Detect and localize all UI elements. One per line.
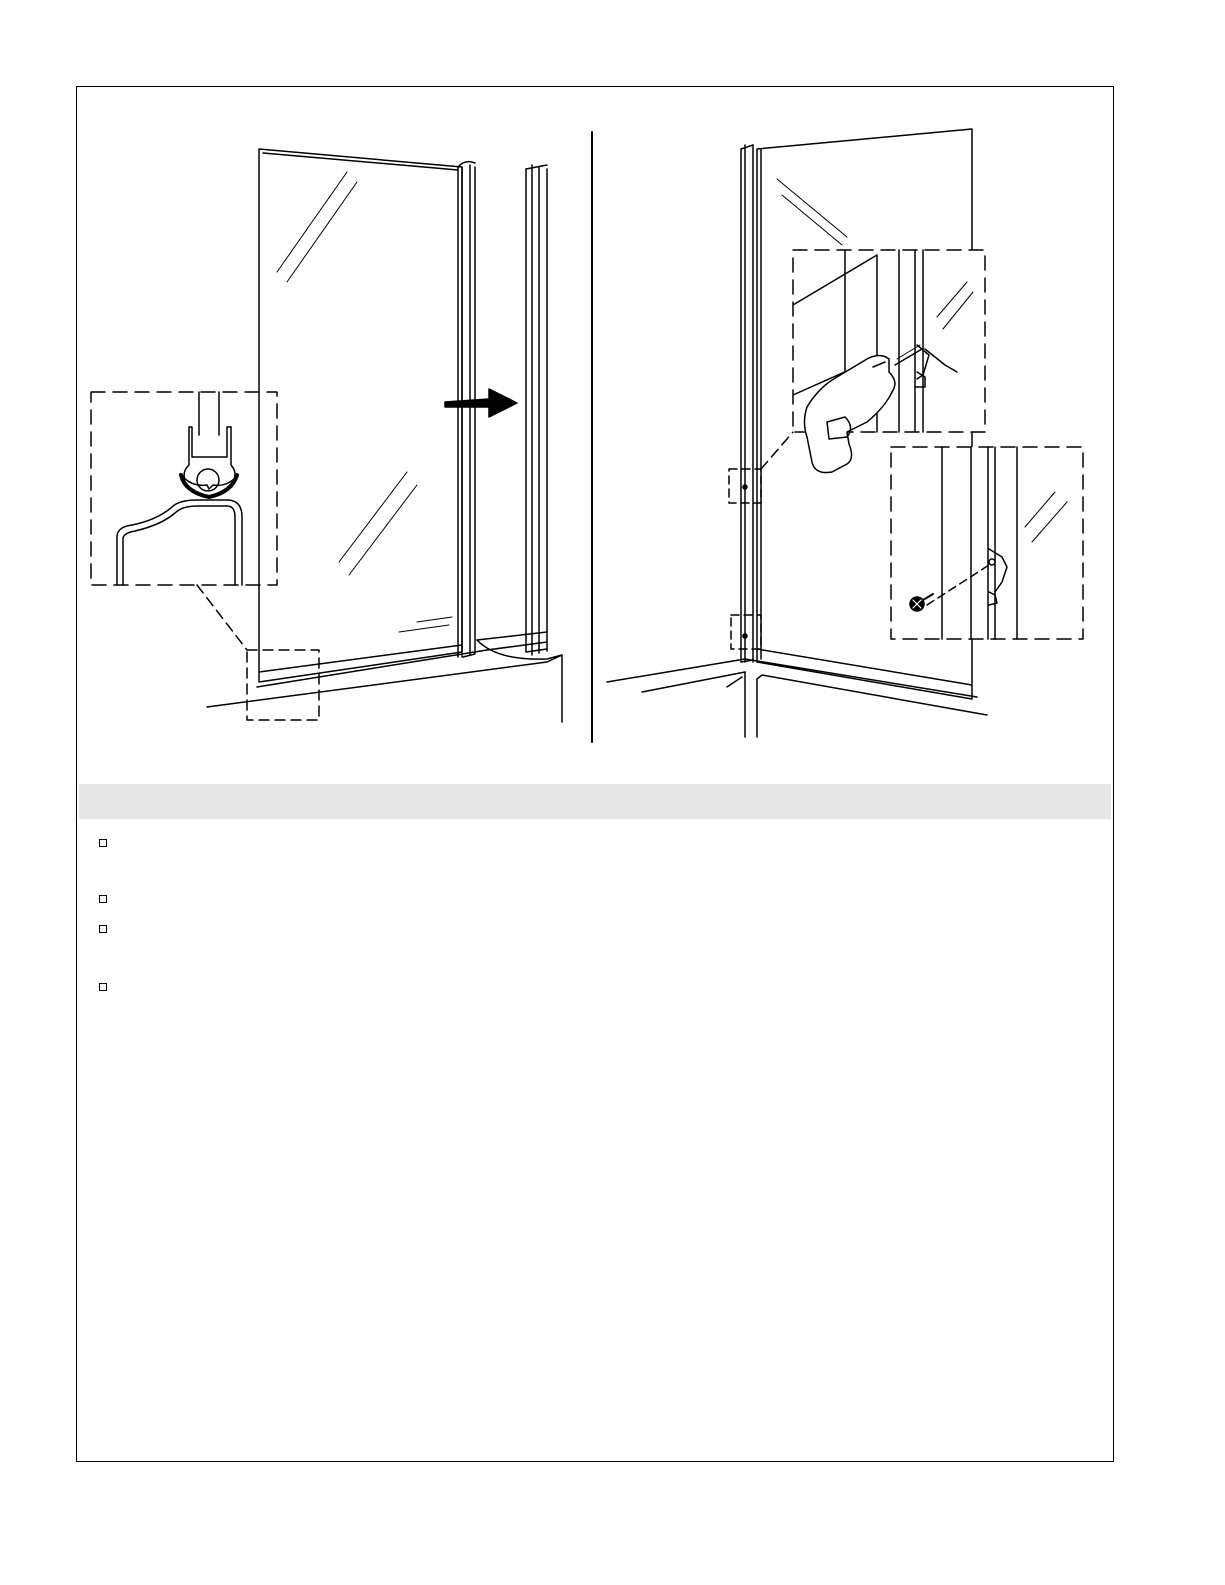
step-item-3 (99, 925, 119, 933)
arrow-right-icon (445, 389, 517, 417)
screw-detail (891, 447, 1083, 639)
checkbox-icon[interactable] (99, 895, 107, 903)
detail-callout-box (247, 650, 319, 720)
glass-door-panel (259, 149, 462, 682)
step-banner (79, 784, 1111, 819)
left-scene (91, 149, 562, 722)
hinge-rail (458, 162, 475, 657)
step-item-1 (99, 839, 119, 847)
installation-illustration (77, 87, 1115, 782)
checkbox-icon[interactable] (99, 839, 107, 847)
step-item-2 (99, 895, 119, 903)
step-item-4 (99, 983, 119, 991)
wall-jamb-right (741, 145, 753, 662)
right-scene (607, 129, 1083, 737)
instruction-frame (76, 86, 1114, 1462)
wall-jamb (526, 165, 547, 655)
checkbox-icon[interactable] (99, 925, 107, 933)
drilling-detail (793, 250, 985, 473)
hinge-detail-magnified (91, 392, 277, 585)
checkbox-icon[interactable] (99, 983, 107, 991)
